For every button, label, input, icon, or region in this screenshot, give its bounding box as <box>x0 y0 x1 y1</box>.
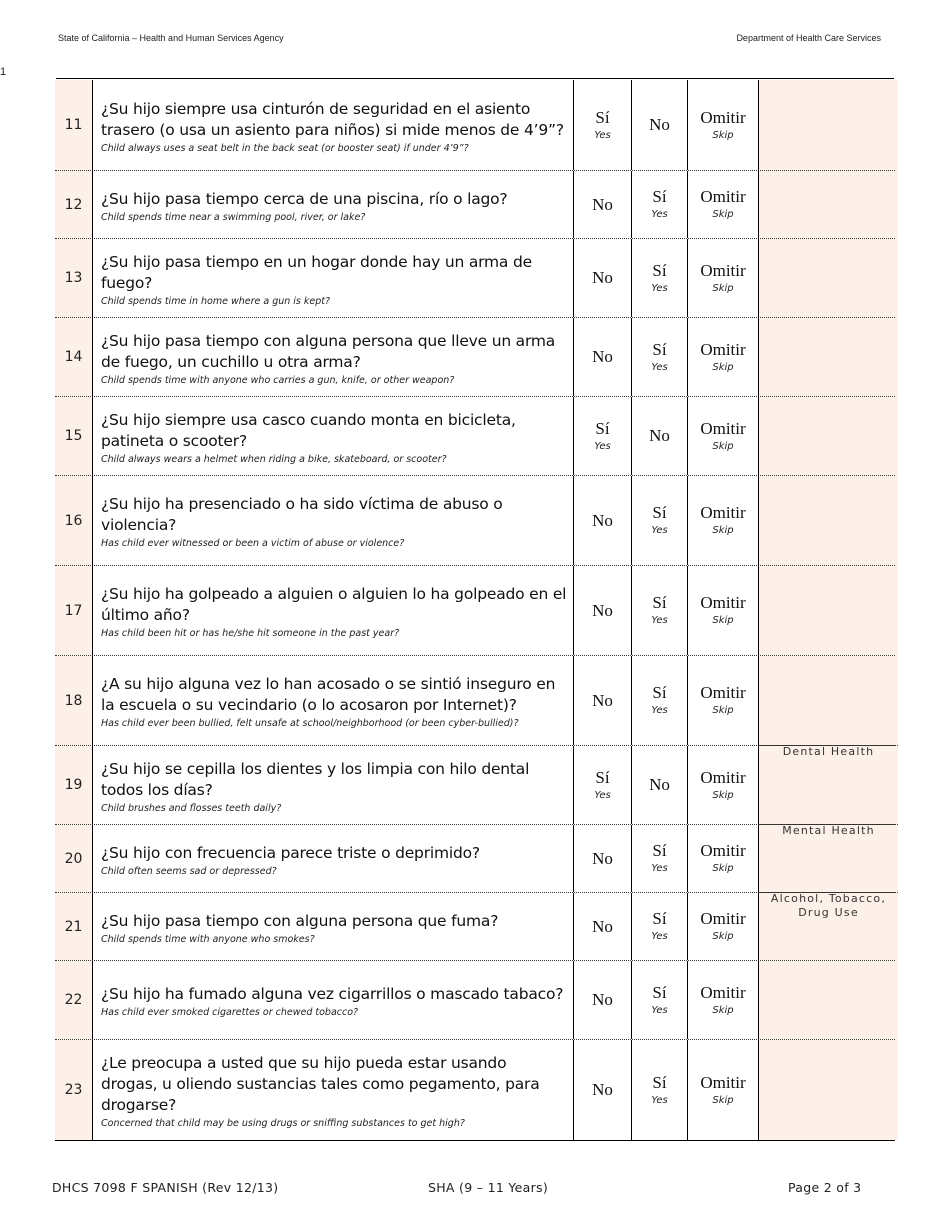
yes-label-en: Yes <box>651 1004 668 1016</box>
answer-yes-21[interactable] <box>632 893 688 960</box>
question-number: 11 <box>55 80 93 170</box>
form-title: SHA (9 – 11 Years) <box>428 1180 549 1195</box>
skip-label-en: Skip <box>712 361 734 373</box>
yes-label: Sí <box>652 503 667 522</box>
yes-label-en: Yes <box>651 863 668 874</box>
skip-label: Omitir <box>700 503 746 522</box>
yes-label: Sí <box>652 339 667 359</box>
yes-label: Sí <box>652 260 667 280</box>
section-column <box>759 746 898 824</box>
skip-label: Omitir <box>700 982 746 1002</box>
skip-label-en: Skip <box>712 1094 734 1106</box>
question-english: Child often seems sad or depressed? <box>101 865 277 877</box>
section-column <box>759 825 898 892</box>
answer-yes-15[interactable] <box>574 397 632 475</box>
question-number: 16 <box>55 476 93 565</box>
no-label: No <box>592 916 613 936</box>
question-spanish: ¿Su hijo ha fumado alguna vez cigarrillos o mascado tabaco? <box>101 985 564 1003</box>
question-text <box>93 318 574 396</box>
agency-header: State of California – Health and Human Services Agency <box>58 33 284 43</box>
no-label: No <box>592 347 613 366</box>
skip-label: Omitir <box>700 260 746 280</box>
answer-skip-19[interactable] <box>688 746 759 824</box>
question-spanish: ¿Su hijo con frecuencia parece triste o deprimido? <box>101 843 480 862</box>
yes-label: Sí <box>652 187 667 206</box>
no-label: No <box>592 268 613 287</box>
question-text <box>93 893 574 960</box>
questionnaire-table <box>55 80 895 1141</box>
question-english: Child always wears a helmet when riding a bike, skateboard, or scooter? <box>101 453 447 465</box>
section-column <box>759 397 898 475</box>
no-label: No <box>592 990 613 1009</box>
question-number: 15 <box>55 397 93 475</box>
question-number: 17 <box>55 566 93 655</box>
question-text <box>93 746 574 824</box>
answer-skip-15[interactable] <box>688 397 759 475</box>
question-spanish: ¿Su hijo siempre usa cinturón de seguridad en el asiento trasero (o usa un asiento para niños) si mide menos de 4’9”? <box>101 99 564 139</box>
answer-no-23[interactable] <box>574 1040 632 1140</box>
answer-no-21[interactable] <box>574 893 632 960</box>
answer-no-20[interactable] <box>574 825 632 892</box>
question-english: Has child been hit or has he/she hit someone in the past year? <box>101 628 400 639</box>
no-label: No <box>649 426 670 445</box>
yes-label: Sí <box>652 1072 667 1092</box>
question-row-23 <box>55 1039 895 1140</box>
skip-label-en: Skip <box>712 282 734 294</box>
answer-no-15[interactable] <box>632 397 688 475</box>
question-number: 14 <box>55 318 93 396</box>
question-number: 18 <box>55 656 93 745</box>
question-number: 12 <box>55 171 93 238</box>
answer-no-13[interactable] <box>574 239 632 317</box>
question-text <box>93 566 574 655</box>
skip-label-en: Skip <box>712 863 734 874</box>
answer-no-12[interactable] <box>574 171 632 238</box>
question-spanish: ¿Su hijo se cepilla los dientes y los limpia con hilo dental todos los días? <box>101 759 530 799</box>
yes-label-en: Yes <box>651 209 668 220</box>
answer-skip-22[interactable] <box>688 961 759 1039</box>
department-header: Department of Health Care Services <box>736 33 881 43</box>
section-column <box>759 893 898 960</box>
answer-no-22[interactable] <box>574 961 632 1039</box>
page-number: Page 2 of 3 <box>788 1180 862 1195</box>
section-column <box>759 318 898 396</box>
question-spanish: ¿Su hijo pasa tiempo en un hogar donde hay un arma de fuego? <box>101 252 532 292</box>
yes-label: Sí <box>595 767 610 787</box>
question-english: Has child ever smoked cigarettes or chewed tobacco? <box>101 1007 359 1018</box>
question-english: Child spends time with anyone who carries a gun, knife, or other weapon? <box>101 374 455 386</box>
answer-skip-20[interactable] <box>688 825 759 892</box>
yes-label-en: Yes <box>594 440 611 452</box>
no-label: No <box>649 115 670 134</box>
skip-label: Omitir <box>700 339 746 359</box>
no-label: No <box>649 775 670 794</box>
question-row-20 <box>55 824 895 892</box>
question-english: Child brushes and flosses teeth daily? <box>101 802 282 814</box>
no-label: No <box>592 194 613 214</box>
header-rule <box>56 78 894 79</box>
section-label: Dental Health <box>782 745 875 758</box>
section-column <box>759 566 898 655</box>
answer-no-18[interactable] <box>574 656 632 745</box>
skip-label-en: Skip <box>712 209 734 220</box>
answer-skip-21[interactable] <box>688 893 759 960</box>
skip-label-en: Skip <box>712 525 734 536</box>
skip-label-en: Skip <box>712 931 734 942</box>
yes-label-en: Yes <box>651 931 668 942</box>
question-text <box>93 80 574 170</box>
question-row-12 <box>55 170 895 238</box>
question-spanish: ¿Su hijo siempre usa casco cuando monta en bicicleta, patineta o scooter? <box>101 410 516 450</box>
question-spanish: ¿Su hijo pasa tiempo con alguna persona que lleve un arma de fuego, un cuchillo u otra arma? <box>101 331 556 371</box>
no-label: No <box>592 690 613 710</box>
yes-label-en: Yes <box>651 525 668 536</box>
section-column <box>759 239 898 317</box>
skip-label-en: Skip <box>712 705 734 716</box>
no-label: No <box>592 510 613 530</box>
question-row-18 <box>55 655 895 745</box>
answer-yes-23[interactable] <box>632 1040 688 1140</box>
section-column <box>759 171 898 238</box>
yes-label-en: Yes <box>594 129 611 141</box>
answer-no-19[interactable] <box>632 746 688 824</box>
question-text <box>93 397 574 475</box>
yes-label: Sí <box>652 683 667 702</box>
question-row-17 <box>55 565 895 655</box>
section-column <box>759 80 898 170</box>
yes-label: Sí <box>652 982 667 1002</box>
question-number: 21 <box>55 893 93 960</box>
answer-skip-18[interactable] <box>688 656 759 745</box>
answer-skip-16[interactable] <box>688 476 759 565</box>
section-column <box>759 656 898 745</box>
answer-yes-20[interactable] <box>632 825 688 892</box>
question-text <box>93 825 574 892</box>
question-row-21 <box>55 892 895 960</box>
answer-yes-19[interactable] <box>574 746 632 824</box>
skip-label: Omitir <box>700 683 746 702</box>
question-english: Child spends time near a swimming pool, river, or lake? <box>101 211 366 223</box>
answer-yes-11[interactable] <box>574 80 632 170</box>
section-label: Alcohol, Tobacco, Drug Use <box>770 892 887 919</box>
answer-yes-18[interactable] <box>632 656 688 745</box>
question-number: 23 <box>55 1040 93 1140</box>
answer-yes-16[interactable] <box>632 476 688 565</box>
question-text <box>93 656 574 745</box>
question-row-22 <box>55 960 895 1039</box>
question-text <box>93 239 574 317</box>
skip-label: Omitir <box>700 107 746 127</box>
skip-label: Omitir <box>700 418 746 438</box>
answer-skip-12[interactable] <box>688 171 759 238</box>
margin-mark: 1 <box>0 66 7 78</box>
question-number: 20 <box>55 825 93 892</box>
answer-yes-22[interactable] <box>632 961 688 1039</box>
yes-label: Sí <box>652 841 667 860</box>
question-english: Has child ever witnessed or been a victim of abuse or violence? <box>101 538 405 549</box>
answer-skip-14[interactable] <box>688 318 759 396</box>
section-column <box>759 476 898 565</box>
question-spanish: ¿Su hijo pasa tiempo cerca de una piscina, río o lago? <box>101 189 508 208</box>
answer-yes-14[interactable] <box>632 318 688 396</box>
yes-label-en: Yes <box>651 282 668 294</box>
skip-label-en: Skip <box>712 129 734 141</box>
question-spanish: ¿Le preocupa a usted que su hijo pueda estar usando drogas, u oliendo sustancias tales como pegamento, para drogarse? <box>101 1054 540 1114</box>
answer-yes-13[interactable] <box>632 239 688 317</box>
skip-label: Omitir <box>700 909 746 928</box>
question-spanish: ¿Su hijo pasa tiempo con alguna persona que fuma? <box>101 911 499 930</box>
question-row-11 <box>55 80 895 170</box>
question-english: Child spends time in home where a gun is kept? <box>101 295 331 307</box>
skip-label-en: Skip <box>712 1004 734 1016</box>
question-number: 13 <box>55 239 93 317</box>
skip-label: Omitir <box>700 1072 746 1092</box>
question-text <box>93 961 574 1039</box>
yes-label: Sí <box>652 909 667 928</box>
answer-no-14[interactable] <box>574 318 632 396</box>
form-number: DHCS 7098 F SPANISH (Rev 12/13) <box>52 1180 279 1195</box>
yes-label-en: Yes <box>651 361 668 373</box>
question-english: Concerned that child may be using drugs or sniffing substances to get high? <box>101 1118 465 1129</box>
question-row-15 <box>55 396 895 475</box>
yes-label: Sí <box>595 418 610 438</box>
answer-no-17[interactable] <box>574 566 632 655</box>
skip-label: Omitir <box>700 841 746 860</box>
no-label: No <box>592 848 613 868</box>
yes-label-en: Yes <box>594 789 611 801</box>
question-number: 19 <box>55 746 93 824</box>
yes-label: Sí <box>652 593 667 612</box>
question-text <box>93 1040 574 1140</box>
question-row-16 <box>55 475 895 565</box>
skip-label-en: Skip <box>712 440 734 452</box>
answer-skip-23[interactable] <box>688 1040 759 1140</box>
answer-skip-13[interactable] <box>688 239 759 317</box>
question-spanish: ¿A su hijo alguna vez lo han acosado o se sintió inseguro en la escuela o su vecindario (o lo acosaron por Internet)? <box>101 675 556 714</box>
yes-label-en: Yes <box>651 1094 668 1106</box>
skip-label: Omitir <box>700 593 746 612</box>
yes-label-en: Yes <box>651 705 668 716</box>
answer-skip-17[interactable] <box>688 566 759 655</box>
question-english: Child spends time with anyone who smokes? <box>101 933 315 945</box>
question-text <box>93 171 574 238</box>
answer-yes-17[interactable] <box>632 566 688 655</box>
answer-skip-11[interactable] <box>688 80 759 170</box>
question-row-13 <box>55 238 895 317</box>
skip-label: Omitir <box>700 767 746 787</box>
section-column <box>759 961 898 1039</box>
no-label: No <box>592 600 613 620</box>
question-row-19 <box>55 745 895 824</box>
yes-label-en: Yes <box>651 615 668 626</box>
question-spanish: ¿Su hijo ha presenciado o ha sido víctima de abuso o violencia? <box>101 495 503 534</box>
question-spanish: ¿Su hijo ha golpeado a alguien o alguien lo ha golpeado en el último año? <box>101 585 567 624</box>
answer-no-16[interactable] <box>574 476 632 565</box>
yes-label: Sí <box>595 107 610 127</box>
question-english: Has child ever been bullied, felt unsafe at school/neighborhood (or been cyber-bullied)? <box>101 718 519 729</box>
skip-label-en: Skip <box>712 615 734 626</box>
section-column <box>759 1040 898 1140</box>
question-text <box>93 476 574 565</box>
question-row-14 <box>55 317 895 396</box>
question-number: 22 <box>55 961 93 1039</box>
section-label: Mental Health <box>782 824 875 837</box>
answer-yes-12[interactable] <box>632 171 688 238</box>
question-english: Child always uses a seat belt in the back seat (or booster seat) if under 4’9”? <box>101 142 469 154</box>
answer-no-11[interactable] <box>632 80 688 170</box>
skip-label-en: Skip <box>712 789 734 801</box>
no-label: No <box>592 1080 613 1099</box>
skip-label: Omitir <box>700 187 746 206</box>
